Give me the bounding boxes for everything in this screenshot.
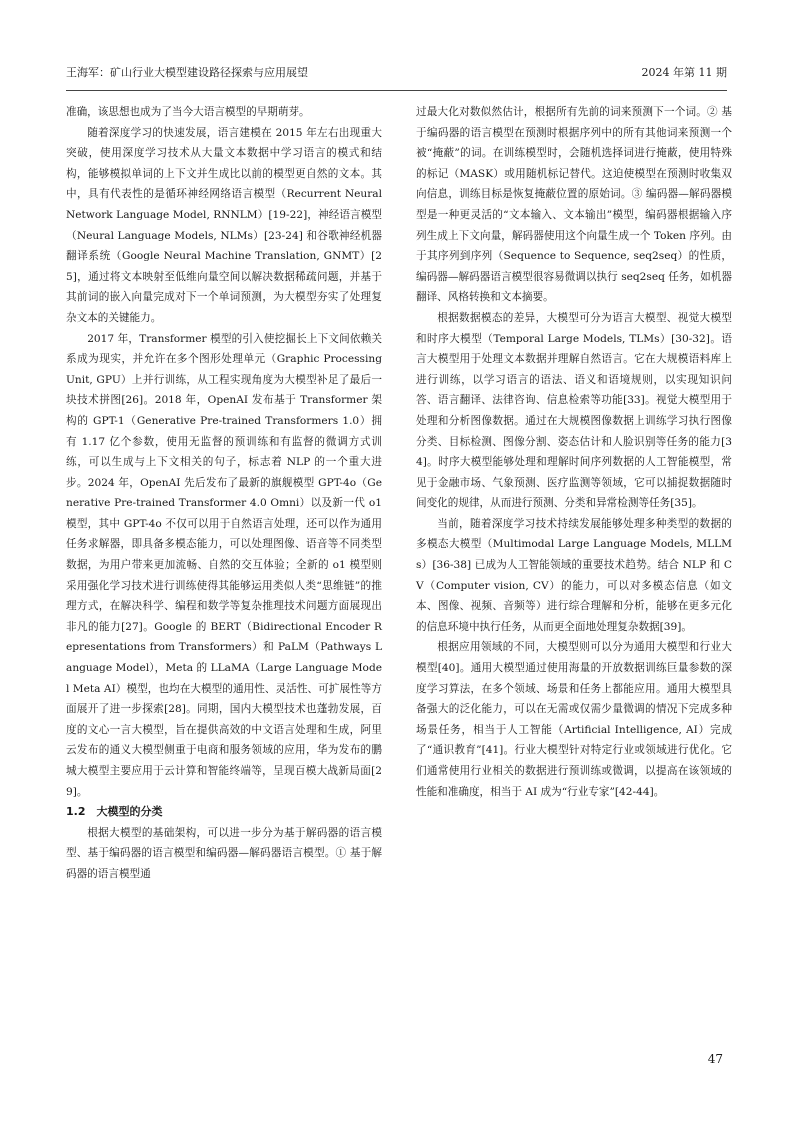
right-column (416, 102, 732, 802)
section-heading: 1.2 大模型的分类 (66, 805, 163, 819)
paragraph: 根据应用领域的不同，大模型则可以分为通用大模型和行业大模型[40]。通用大模型通过使用海量的开放数据训练巨量参数的深度学习算法，在多个领域、场景和任务上都能应用。通用大模型具备强大的泛化能力，可以在无需或仅需少量微调的情况下完成多种场景任务，相当于人工智能（Artificial Intelligence, AI）完成了“通识教育”[41]。行业大模型针对特定行业或领域进行优化。它们通常使用行业相关的数据进行预训练或微调，以提高在该领域的性能和准确度，相当于 AI 成为“行业专家”[42-44]。 (416, 641, 732, 798)
paragraph: 准确，该思想也成为了当今大语言模型的早期萌芽。 (66, 106, 310, 118)
left-column (66, 102, 382, 885)
paragraph: 根据大模型的基础架构，可以进一步分为基于解码器的语言模型、基于编码器的语言模型和编码器—解码器语言模型。① 基于解码器的语言模型通 (66, 826, 382, 880)
paragraph: 根据数据模态的差异，大模型可分为语言大模型、视觉大模型和时序大模型（Temporal Large Models, TLMs）[30-32]。语言大模型用于处理文本数据并理解自然语言。它在大规模语料库上进行训练，以学习语言的语法、语义和语境规则，以实现知识问答、语言翻译、法律咨询、信息检索等功能[33]。视觉大模型用于处理和分析图像数据。通过在大规模图像数据上训练学习执行图像分类、目标检测、图像分割、姿态估计和人脸识别等任务的能力[34]。时序大模型能够处理和理解时间序列数据的人工智能模型，常见于金融市场、气象预测、医疗监测等领域，它可以捕捉数据随时间变化的规律，从而进行预测、分类和异常检测等任务[35]。 (416, 311, 732, 510)
header-issue: 2024 年第 11 期 (641, 66, 727, 79)
paragraph: 过最大化对数似然估计，根据所有先前的词来预测下一个词。② 基于编码器的语言模型在预测时根据序列中的所有其他词来预测一个被“掩蔽”的词。在训练模型时，会随机选择词进行掩蔽，使用特殊的标记（MASK）或用随机标记替代。这迫使模型在预测时收集双向信息，训练目标是恢复掩蔽位置的原始词。③ 编码器—解码器模型是一种更灵活的“文本输入、文本输出”模型，编码器根据输入序列生成上下文向量，解码器使用这个向量生成一个 Token 序列。由于其序列到序列（Sequence to Sequence, seq2seq）的性质，编码器—解码器语言模型很容易微调以执行 seq2seq 任务，如机器翻译、风格转换和文本摘要。 (416, 106, 732, 304)
page-number: 47 (707, 1052, 723, 1066)
paragraph: 2017 年，Transformer 模型的引入使挖掘长上下文间依赖关系成为现实，并允许在多个图形处理单元（Graphic Processing Unit, GPU）上并行训练，从工程实现角度为大模型补足了最后一块技术拼图[26]。2018 年，OpenAI 发布基于 Transformer 架构的 GPT-1（Generative Pre-trained Transformers 1.0）拥有 1.17 亿个参数，使用无监督的预训练和有监督的微调方式训练，可以生成与上下文相关的句子，标志着 NLP 的一个重大进步。2024 年，OpenAI 先后发布了最新的旗舰模型 GPT-4o（Generative Pre-trained Transformer 4.0 Omni）以及新一代 o1 模型，其中 GPT-4o 不仅可以用于自然语言处理，还可以作为通用任务求解器，即具备多模态能力，可以处理图像、语音等不同类型数据，为用户带来更加流畅、自然的交互体验；全新的 o1 模型则采用强化学习技术进行训练使得其能够运用类似人类“思维链”的推理方式，在解决科学、编程和数学等复杂推理技术问题方面展现出非凡的能力[27]。Google 的 BERT（Bidirectional Encoder Representations from Transformers）和 PaLM（Pathways Language Model），Meta 的 LLaMA（Large Language Model Meta AI）模型，也均在大模型的通用性、灵活性、可扩展性等方面展开了进一步探索[28]。同期，国内大模型技术也蓬勃发展，百度的文心一言大模型，旨在提供高效的中文语言处理和生成，阿里云发布的通义大模型侧重于电商和服务领域的应用，华为发布的鹏城大模型主要应用于云计算和智能终端等，呈现百模大战新局面[29]。 (66, 332, 382, 798)
paragraph: 当前，随着深度学习技术持续发展能够处理多种类型的数据的多模态大模型（Multimodal Large Language Models, MLLMs）[36-38] 已成为人工智能领域的重要技术趋势。结合 NLP 和 CV（Computer vision, CV）的能力，可以对多模态信息（如文本、图像、视频、音频等）进行综合理解和分析，能够在更多元化的信息环境中执行任务，从而更全面地处理复杂数据[39]。 (416, 517, 732, 633)
paragraph: 随着深度学习的快速发展，语言建模在 2015 年左右出现重大突破，使用深度学习技术从大量文本数据中学习语言的模式和结构，能够模拟单词的上下文并生成比以前的模型更自然的文本。其中，具有代表性的是循环神经网络语言模型（Recurrent Neural Network Language Model, RNNLM）[19-22]，神经语言模型（Neural Language Models, NLMs）[23-24] 和谷歌神经机器翻译系统（Google Neural Machine Translation, GNMT）[25]，通过将文本映射至低维向量空间以解决数据稀疏问题，并基于其前词的嵌入向量完成对下一个单词预测，为大模型夯实了处理复杂文本的关键能力。 (66, 126, 382, 324)
running-header (66, 66, 727, 91)
header-title: 王海军：矿山行业大模型建设路径探索与应用展望 (66, 66, 308, 79)
